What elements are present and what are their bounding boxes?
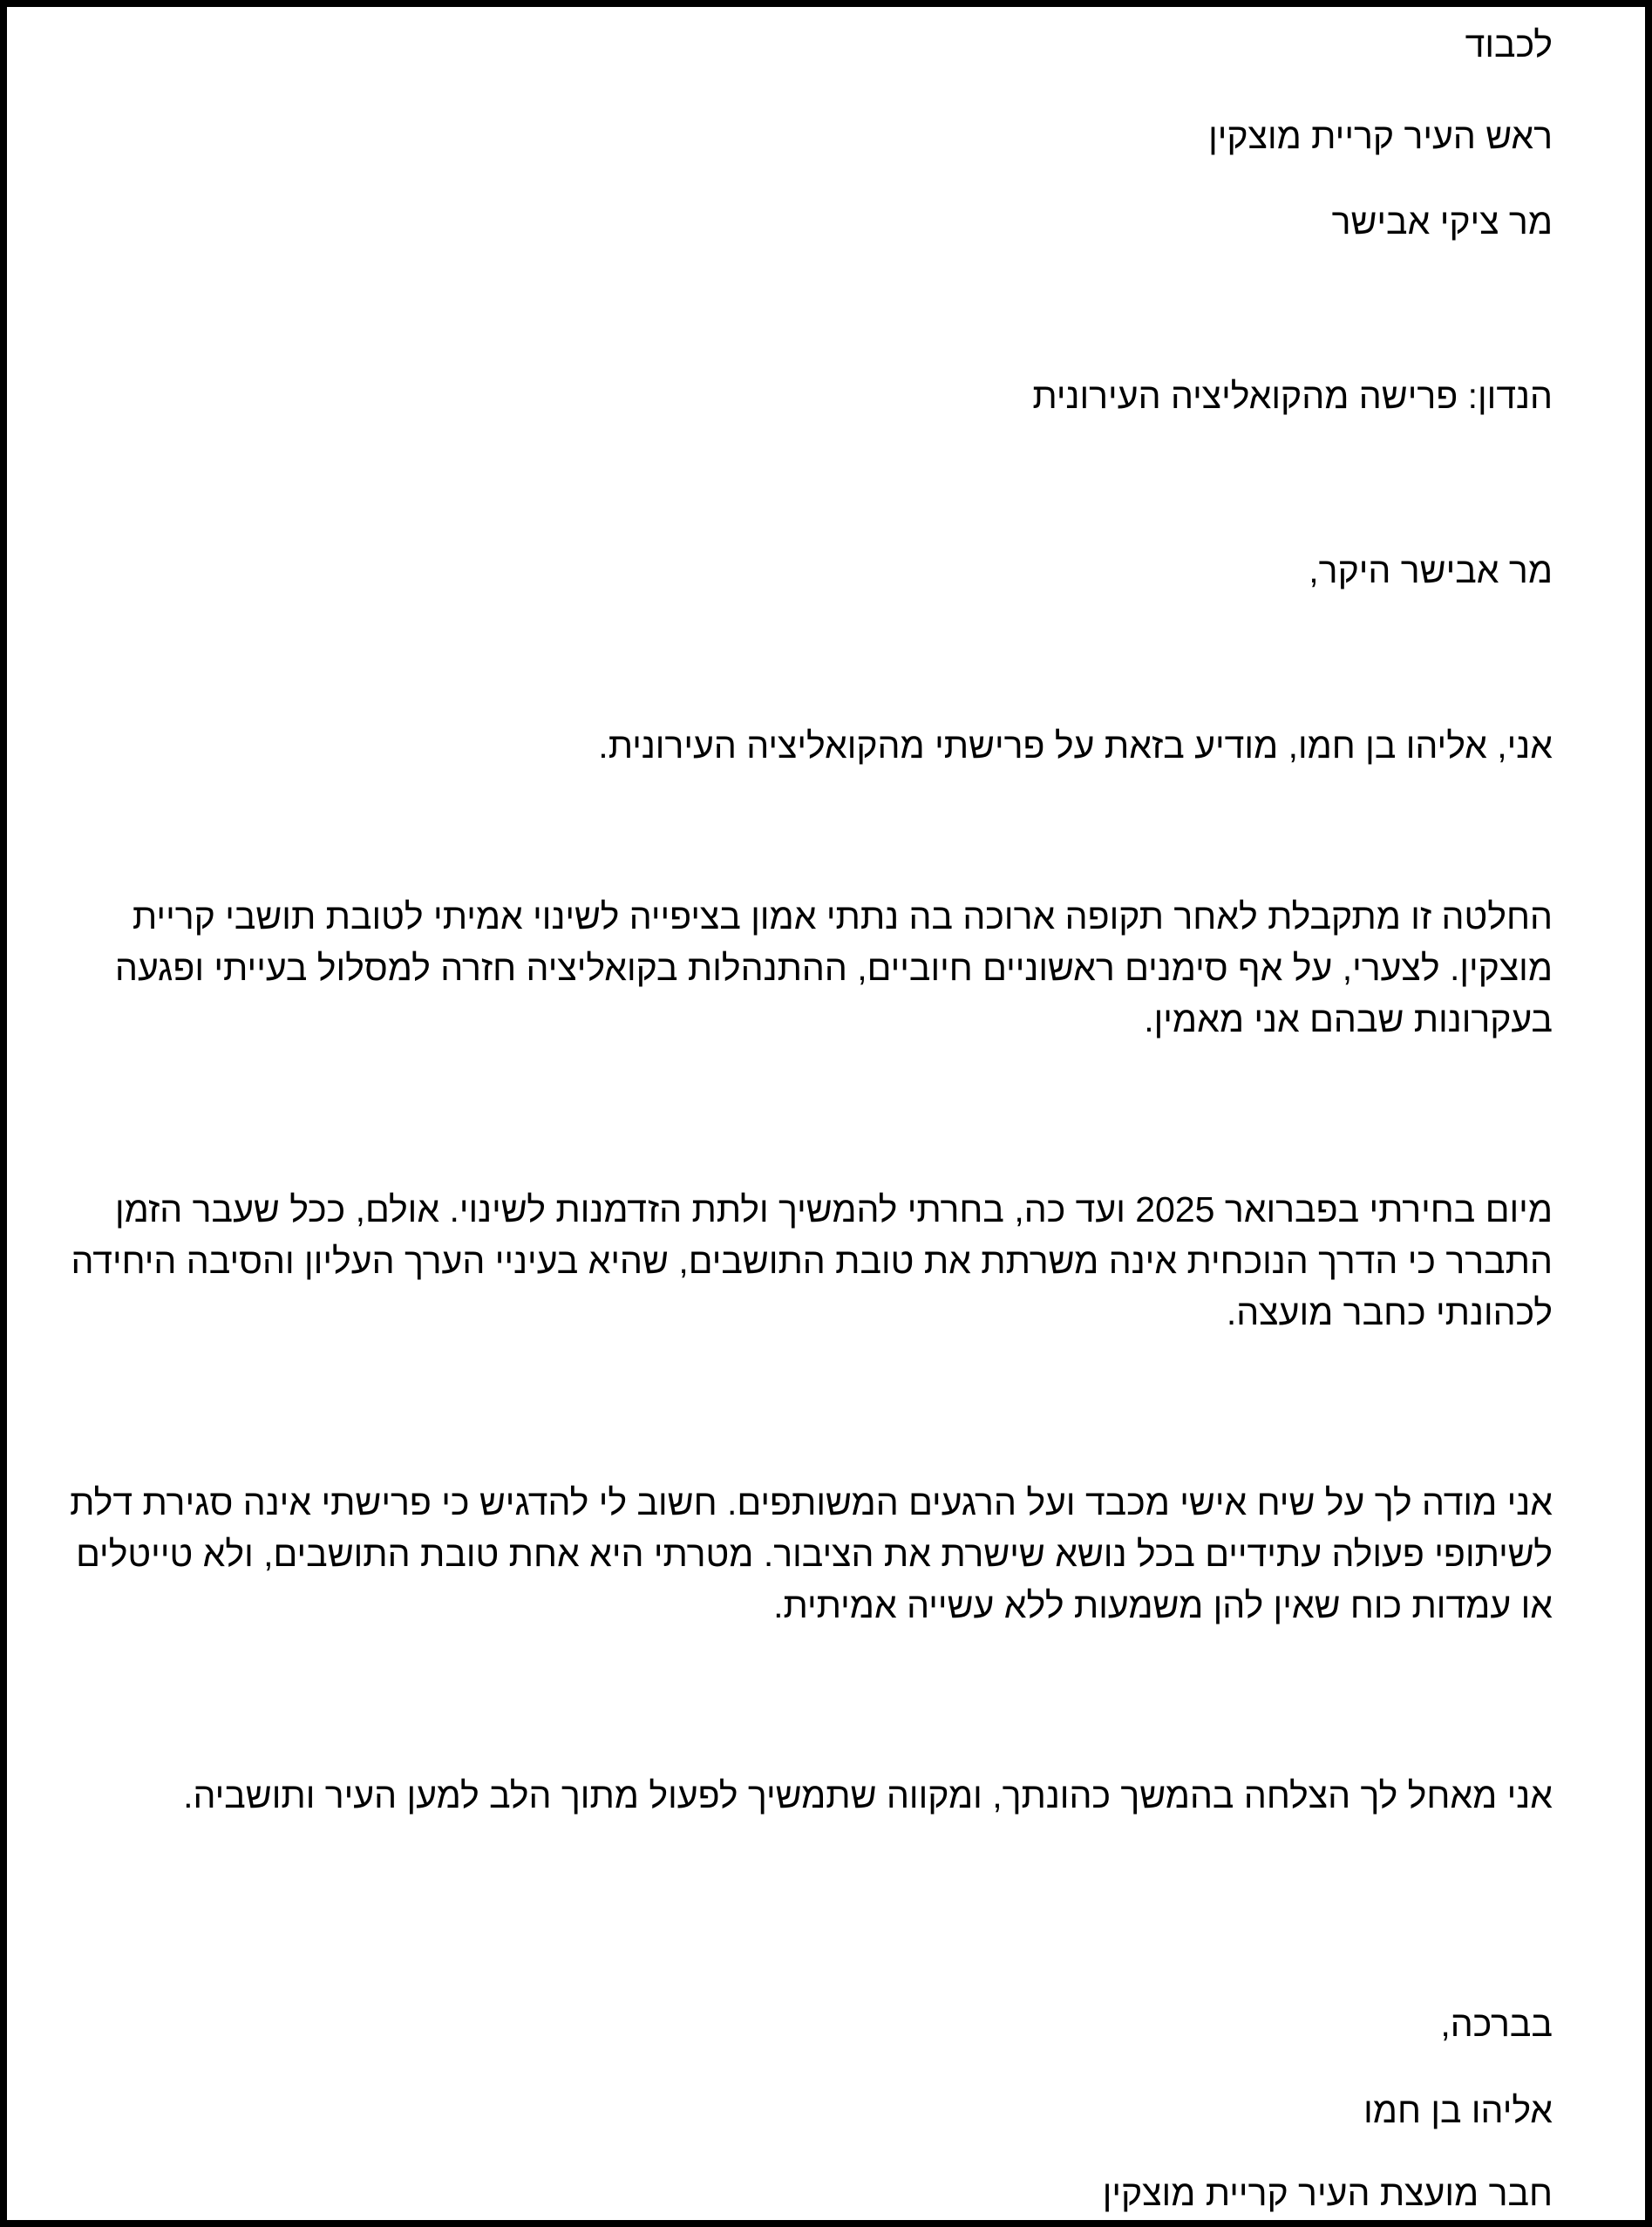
- recipient-title: ראש העיר קריית מוצקין: [1208, 116, 1553, 156]
- salutation-to: לכבוד: [1465, 24, 1553, 65]
- subject-line: הנדון: פרישה מהקואליציה העירונית: [1032, 376, 1553, 416]
- paragraph-4: אני מודה לך על שיח אישי מכבד ועל הרגעים המשותפים. חשוב לי להדגיש כי פרישתי אינה סגירת דלת לשיתופי פעולה עתידיים בכל נושא שישרת את הציבור. מטרתי היא אחת טובת התושבים, ולא טייטלים או עמדות כוח שאין להן משמעות ללא עשייה אמיתית.: [70, 1482, 1553, 1625]
- paragraph-5: אני מאחל לך הצלחה בהמשך כהונתך, ומקווה שתמשיך לפעול מתוך הלב למען העיר ותושביה.: [183, 1775, 1553, 1815]
- closing: בברכה,: [1440, 2004, 1553, 2044]
- paragraph-3: מיום בחירתי בפברואר 2025 ועד כה, בחרתי להמשיך ולתת הזדמנות לשינוי. אולם, ככל שעבר הזמן התברר כי הדרך הנוכחית אינה משרתת את טובת התושבים, שהיא בעיניי הערך העליון והסיבה היחידה לכהונתי כחבר מועצה.: [71, 1189, 1553, 1332]
- recipient-name: מר ציקי אבישר: [1331, 201, 1553, 242]
- paragraph-2: החלטה זו מתקבלת לאחר תקופה ארוכה בה נתתי אמון בציפייה לשינוי אמיתי לטובת תושבי קריית מוצקין. לצערי, על אף סימנים ראשוניים חיוביים, ההתנהלות בקואליציה חזרה למסלול בעייתי ופגעה בעקרונות שבהם אני מאמין.: [114, 896, 1553, 1039]
- signer-title: חבר מועצת העיר קריית מוצקין: [1102, 2173, 1553, 2213]
- paragraph-1: אני, אליהו בן חמו, מודיע בזאת על פרישתי מהקואליציה העירונית.: [598, 725, 1553, 766]
- signer-name: אליהו בן חמו: [1363, 2090, 1553, 2130]
- greeting: מר אבישר היקר,: [1309, 550, 1553, 590]
